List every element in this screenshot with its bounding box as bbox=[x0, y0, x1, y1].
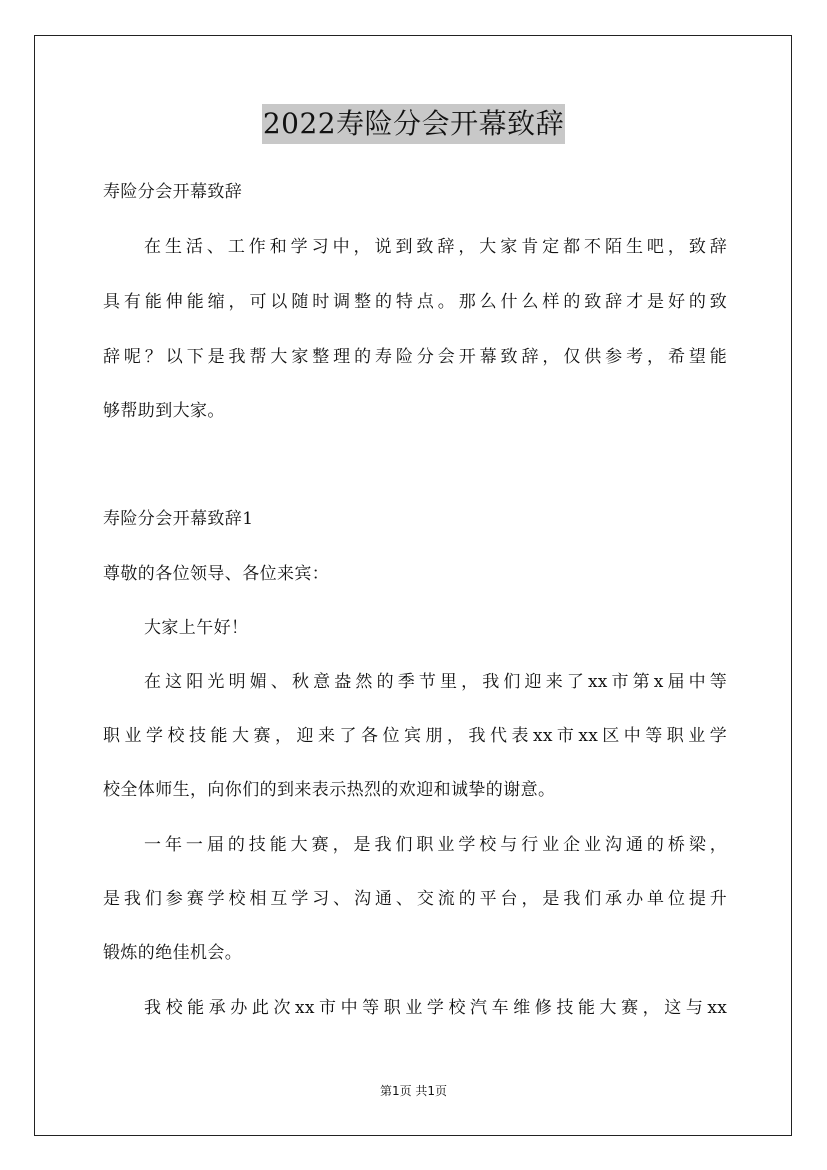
paragraph-line: 锻炼的绝佳机会。 bbox=[103, 943, 243, 963]
section-heading: 寿险分会开幕致辞 bbox=[103, 182, 243, 202]
paragraph-line: 是我们参赛学校相互学习、沟通、交流的平台，是我们承办单位提升 bbox=[103, 889, 727, 909]
paragraph-line: 辞呢？以下是我帮大家整理的寿险分会开幕致辞，仅供参考，希望能 bbox=[103, 347, 727, 367]
paragraph-line: 我校能承办此次xx市中等职业学校汽车维修技能大赛，这与xx bbox=[144, 998, 727, 1018]
paragraph-line: 够帮助到大家。 bbox=[103, 401, 225, 421]
paragraph-line: 在生活、工作和学习中，说到致辞，大家肯定都不陌生吧，致辞 bbox=[144, 237, 727, 257]
paragraph-line: 在这阳光明媚、秋意盎然的季节里，我们迎来了xx市第x届中等 bbox=[144, 672, 727, 692]
title-container bbox=[0, 104, 827, 144]
paragraph-line: 职业学校技能大赛，迎来了各位宾朋，我代表xx市xx区中等职业学 bbox=[103, 726, 727, 746]
paragraph-line: 一年一届的技能大赛，是我们职业学校与行业企业沟通的桥梁， bbox=[144, 835, 727, 855]
section-heading: 寿险分会开幕致辞1 bbox=[103, 509, 254, 529]
paragraph-line: 具有能伸能缩，可以随时调整的特点。那么什么样的致辞才是好的致 bbox=[103, 292, 727, 312]
page-footer: 第1页 共1页 bbox=[379, 1084, 448, 1098]
greeting: 大家上午好！ bbox=[144, 618, 249, 638]
salutation: 尊敬的各位领导、各位来宾： bbox=[103, 564, 330, 584]
document-title: 2022寿险分会开幕致辞 bbox=[262, 104, 565, 144]
paragraph-line: 校全体师生，向你们的到来表示热烈的欢迎和诚挚的谢意。 bbox=[103, 780, 556, 800]
